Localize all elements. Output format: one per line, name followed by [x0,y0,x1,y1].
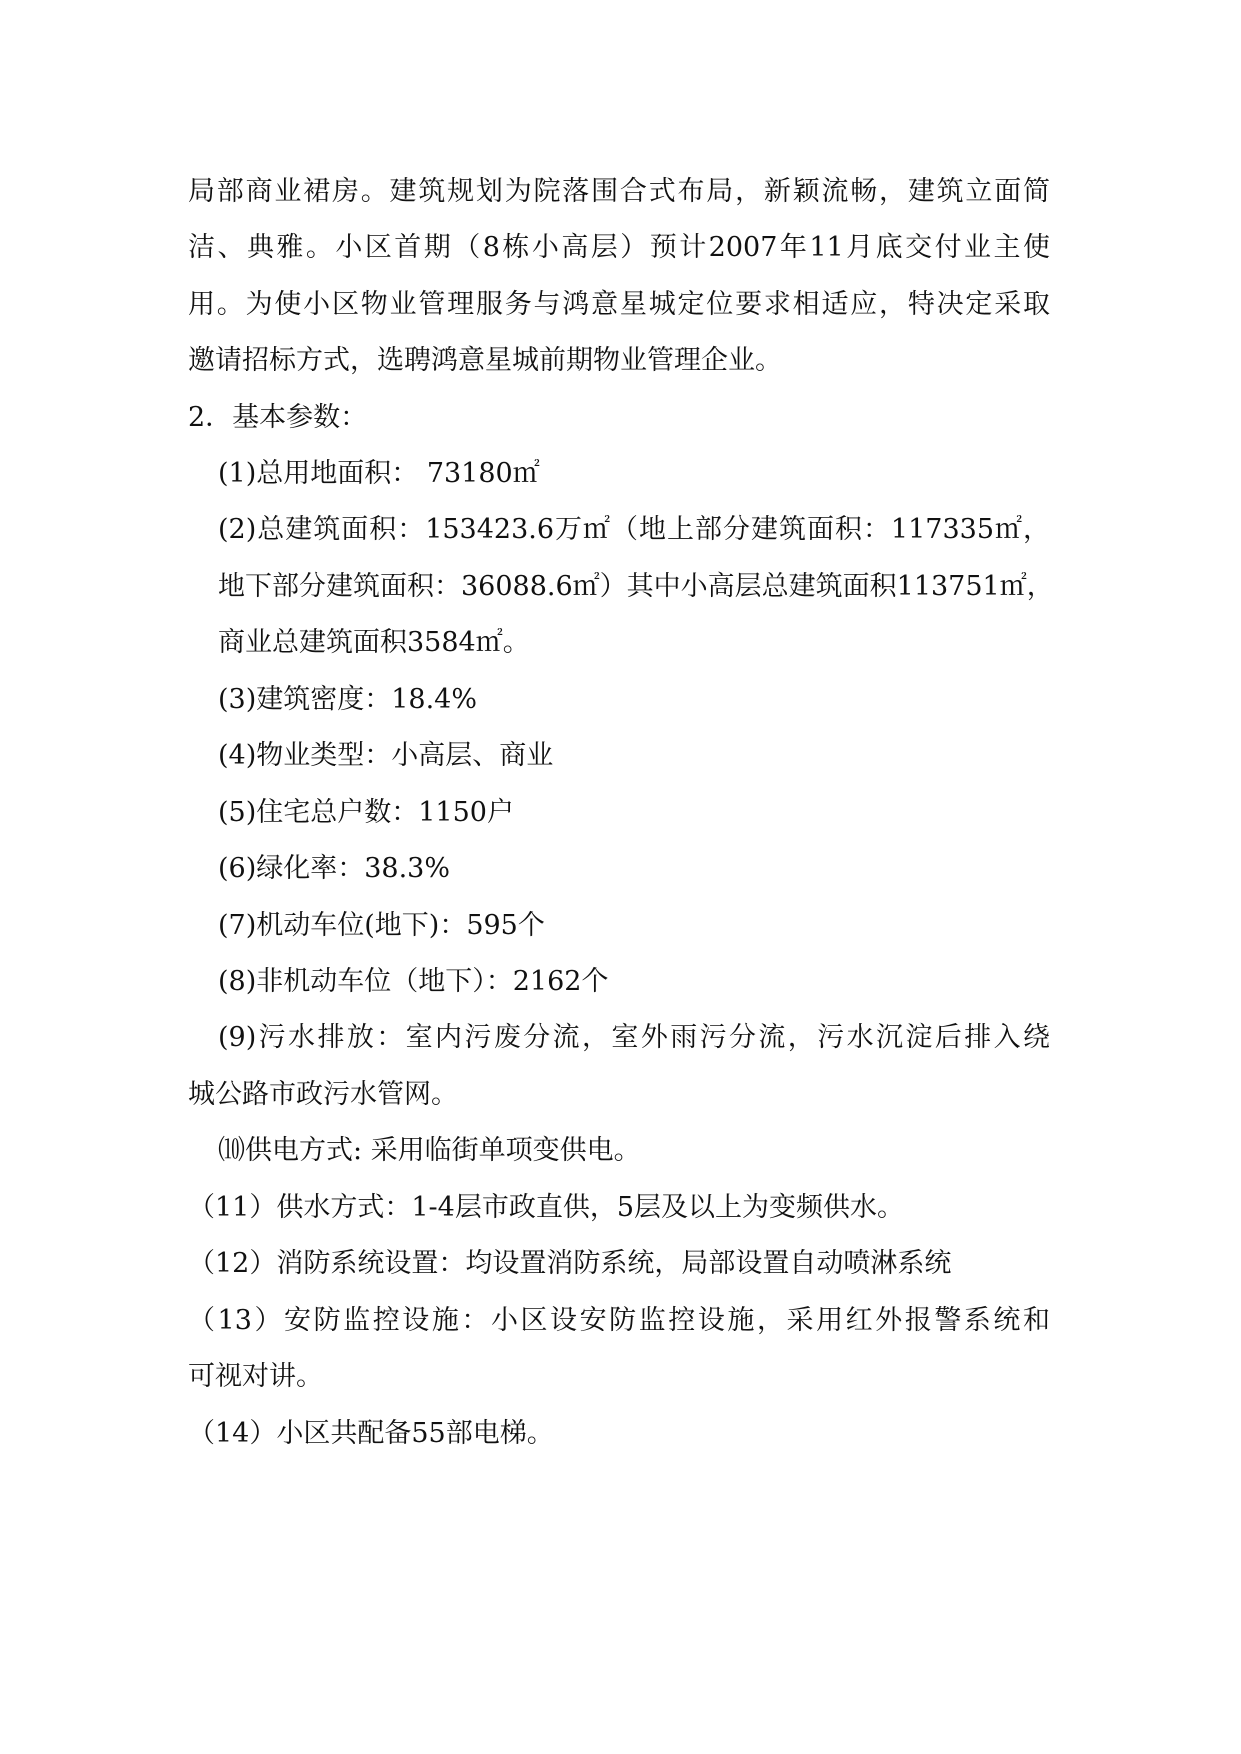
param-11: （11）供水方式：1-4层市政直供，5层及以上为变频供水。 [188,1192,905,1223]
param-14: （14）小区共配备55部电梯。 [188,1418,554,1449]
param-8: (8)非机动车位（地下）：2162个 [218,966,609,997]
param-10: ⑽供电方式: 采用临街单项变供电。 [218,1135,641,1166]
param-1: (1)总用地面积： 73180㎡ [218,458,540,489]
param-7: (7)机动车位(地下)：595个 [218,910,545,941]
param-4: (4)物业类型：小高层、商业 [218,740,554,771]
intro-line-3: 用。为使小区物业管理服务与鸿意星城定位要求相适应，特决定采取 [188,289,1050,320]
param-6: (6)绿化率：38.3% [218,853,451,884]
section-heading: 2．基本参数： [188,402,368,433]
param-9-line-2: 城公路市政污水管网。 [188,1079,458,1110]
param-13-line-1: （13）安防监控设施：小区设安防监控设施，采用红外报警系统和 [188,1305,1050,1336]
intro-line-2: 洁、典雅。小区首期（8栋小高层）预计2007年11月底交付业主使 [188,232,1050,263]
param-12: （12）消防系统设置：均设置消防系统，局部设置自动喷淋系统 [188,1248,952,1279]
param-2-line-1: (2)总建筑面积：153423.6万㎡（地上部分建筑面积：117335㎡， [218,514,1050,545]
param-2-line-3: 商业总建筑面积3584㎡。 [218,627,530,658]
intro-line-1: 局部商业裙房。建筑规划为院落围合式布局，新颖流畅，建筑立面简 [188,176,1050,207]
param-2-line-2: 地下部分建筑面积：36088.6㎡）其中小高层总建筑面积113751㎡， [218,571,1054,602]
param-9-line-1: (9)污水排放：室内污废分流，室外雨污分流，污水沉淀后排入绕 [218,1022,1050,1053]
param-3: (3)建筑密度：18.4% [218,684,478,715]
param-13-line-2: 可视对讲。 [188,1361,323,1392]
intro-line-4: 邀请招标方式，选聘鸿意星城前期物业管理企业。 [188,345,782,376]
param-5: (5)住宅总户数：1150户 [218,797,514,828]
